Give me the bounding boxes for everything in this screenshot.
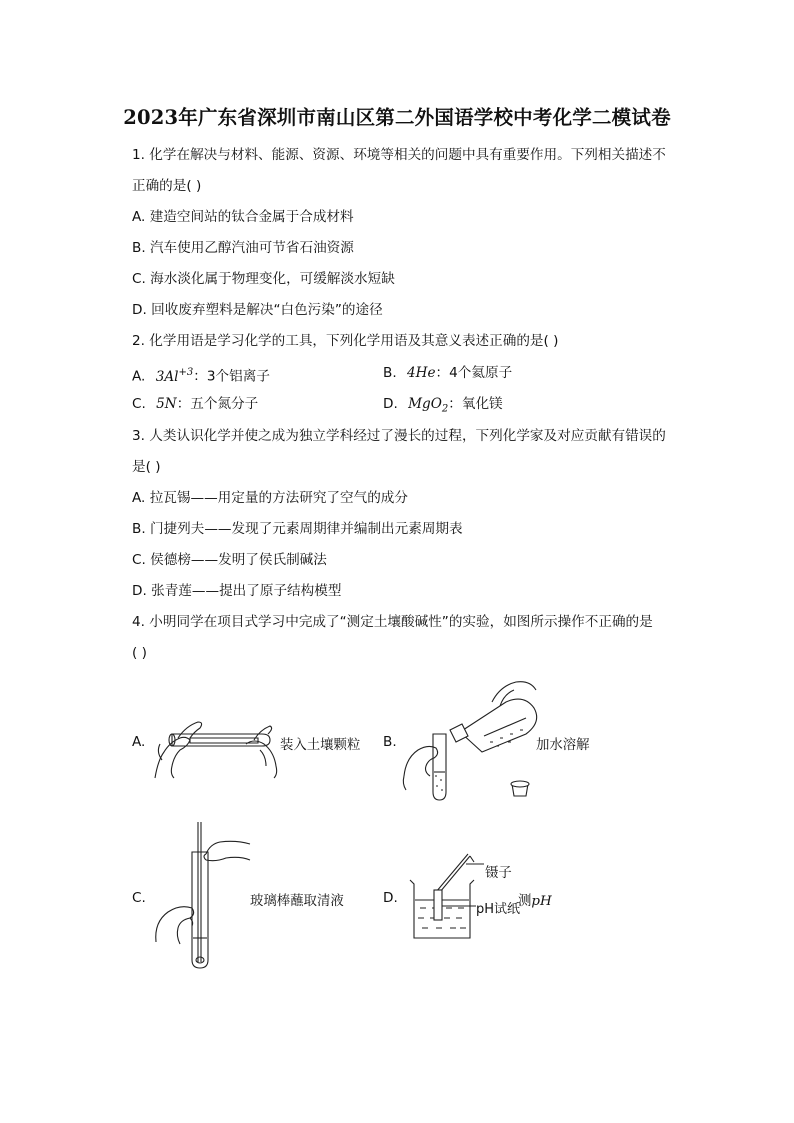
q2-option-c (132, 395, 258, 413)
q2-option-a (132, 364, 270, 386)
q4-stem-line1: 4. 小明同学在项目式学习中完成了“测定土壤酸碱性”的实验，如图所示操作不正确的是 (132, 614, 653, 630)
q2-option-c-formula: 5N (156, 396, 177, 412)
exam-title: 2023年广东省深圳市南山区第二外国语学校中考化学二模试卷 (123, 106, 671, 129)
test-tube (172, 734, 270, 746)
q2-option-d-label: D. (383, 396, 398, 412)
figure-a-loading-soil-illustration (150, 700, 280, 778)
q2-option-b (383, 364, 512, 382)
q4-figure-d-label: D. (383, 890, 398, 906)
q2-option-a-label: A. (132, 368, 146, 385)
q2-stem: 2. 化学用语是学习化学的工具，下列化学用语及其意义表述正确的是( ) (132, 333, 559, 349)
q1-option-d: D. 回收废弃塑料是解决“白色污染”的途径 (132, 302, 383, 318)
q3-option-b: B. 门捷列夫——发现了元素周期律并编制出元素周期表 (132, 521, 463, 537)
q2-option-c-label: C. (132, 396, 146, 412)
q2-option-a-charge: +3 (178, 367, 194, 378)
q2-option-d-subscript: 2 (441, 403, 449, 415)
q2-option-d (383, 395, 503, 419)
figure-c-glass-rod-illustration (150, 822, 260, 972)
q4-figure-b-label: B. (383, 734, 397, 750)
q1-stem-line2: 正确的是( ) (132, 178, 202, 194)
q4-figure-a-label: A. (132, 734, 146, 750)
reagent-bottle (460, 699, 537, 752)
q4-figure-a-caption: 装入土壤颗粒 (280, 738, 361, 753)
left-hand (156, 907, 194, 944)
q1-stem-line1: 1. 化学在解决与材料、能源、资源、环境等相关的问题中具有重要作用。下列相关描述不 (132, 147, 666, 163)
q4-figure-c-label: C. (132, 890, 146, 906)
q2-option-d-text: ：氧化镁 (448, 396, 503, 412)
q4-figure-d-ph-paper-label: pH试纸 (476, 902, 521, 917)
figure-d-ph-test-illustration (406, 848, 486, 948)
q3-stem-line1: 3. 人类认识化学并使之成为独立学科经过了漫长的过程，下列化学家及对应贡献有错误的 (132, 428, 666, 444)
q4-figure-c-caption: 玻璃棒蘸取清液 (250, 894, 344, 909)
q4-figure-d-caption (518, 890, 552, 909)
test-tube (192, 852, 208, 968)
q2-option-c-text: ：五个氮分子 (176, 396, 259, 412)
test-tube (433, 734, 446, 800)
q4-figure-d-caption-ph: pH (531, 894, 552, 909)
q1-option-c: C. 海水淡化属于物理变化，可缓解淡水短缺 (132, 271, 395, 287)
q4-figure-b-caption: 加水溶解 (536, 738, 590, 753)
q3-option-c: C. 侯德榜——发明了侯氏制碱法 (132, 552, 327, 568)
right-hand (206, 841, 250, 854)
q1-option-b: B. 汽车使用乙醇汽油可节省石油资源 (132, 240, 354, 256)
q1-option-a: A. 建造空间站的钛合金属于合成材料 (132, 209, 354, 225)
q4-stem-line2: ( ) (132, 645, 147, 661)
q3-stem-line2: 是( ) (132, 459, 161, 475)
q2-option-a-formula: 3Al (155, 368, 179, 385)
tweezers (436, 854, 468, 892)
q3-option-d: D. 张青莲——提出了原子结构模型 (132, 583, 342, 599)
q2-option-a-text: ：3个铝离子 (193, 368, 270, 385)
q2-option-b-formula: 4He (406, 365, 436, 381)
ph-paper (434, 890, 442, 920)
q2-option-d-formula: MgO (408, 396, 442, 412)
q2-option-b-label: B. (383, 365, 397, 381)
q4-figure-d-tweezers-label: 镊子 (485, 866, 512, 881)
q3-option-a: A. 拉瓦锡——用定量的方法研究了空气的成分 (132, 490, 408, 506)
q2-option-b-text: ：4个氦原子 (435, 365, 513, 381)
q4-figure-d-caption-prefix: 测 (518, 894, 532, 909)
